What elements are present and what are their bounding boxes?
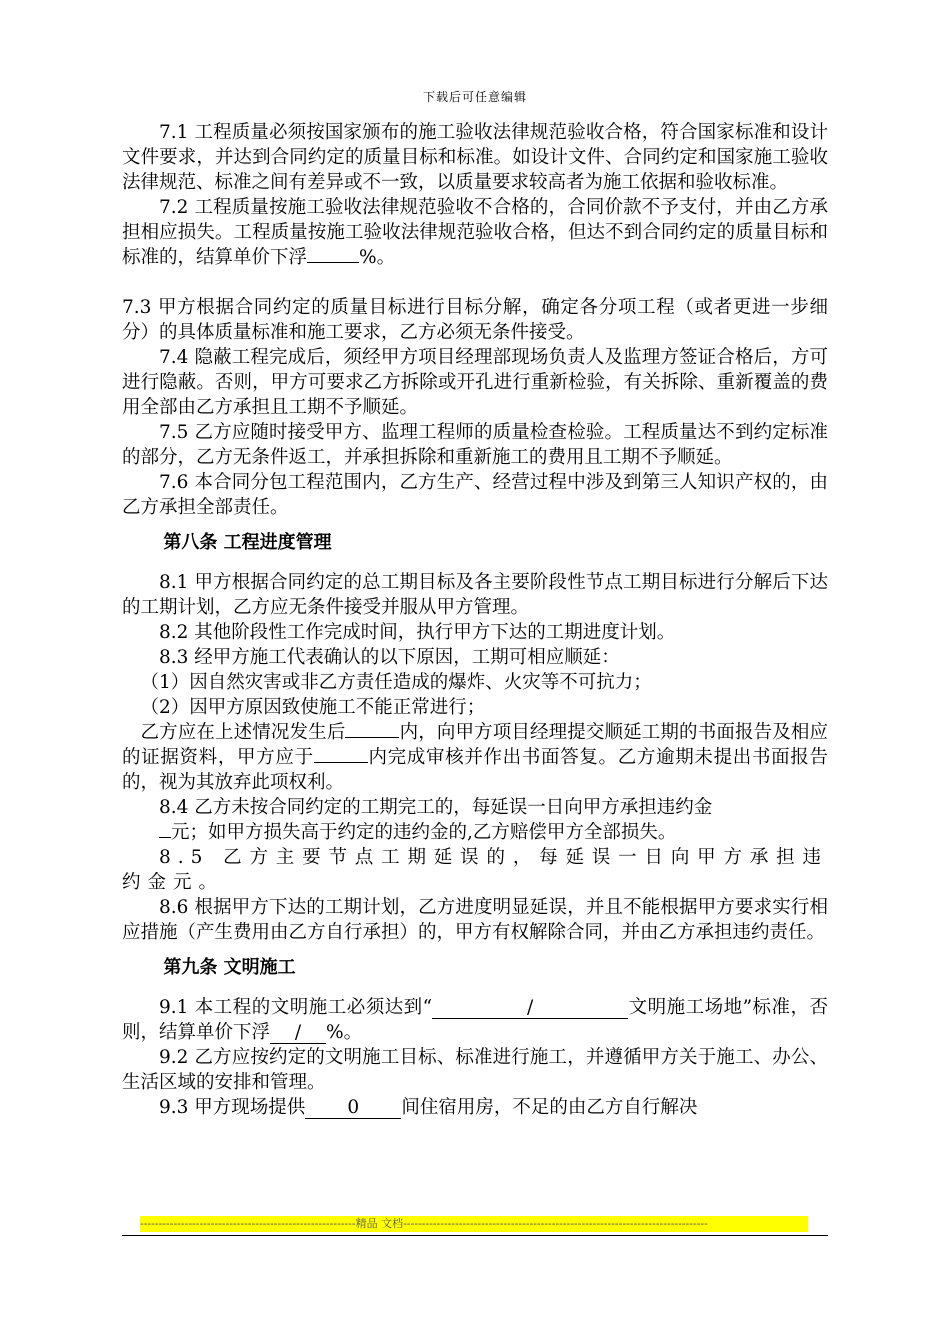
report-text-1: 乙方应在上述情况发生后: [140, 722, 346, 743]
clause-7-3: 7.3 甲方根据合同约定的质量目标进行目标分解，确定各分项工程（或者更进一步细分）的具体质量标准和施工要求，乙方必须无条件接受。: [122, 297, 828, 343]
clause-8-3-report: [122, 720, 828, 795]
housing-count-blank: 0: [305, 1098, 401, 1119]
clause-9-1-text-3: %。: [326, 1022, 363, 1043]
footer-band: [140, 1216, 808, 1232]
clause-8-2: 8.2 其他阶段性工作完成时间，执行甲方下达的工期进度计划。: [159, 622, 676, 643]
clause-7-4: 7.4 隐蔽工程完成后，须经甲方项目经理部现场负责人及监理方签证合格后，方可进行隐蔽。否则，甲方可要求乙方拆除或开孔进行重新检验，有关拆除、重新覆盖的费用全部由乙方承担且工期不予顺延。: [122, 347, 828, 418]
report-days-blank: [345, 737, 399, 738]
clause-7-2: [122, 195, 828, 270]
clause-9-2: 9.2 乙方应按约定的文明施工目标、标准进行施工，并遵循甲方关于施工、办公、生活区域的安排和管理。: [122, 1047, 828, 1093]
clause-8-4-text: 8.4 乙方未按合同约定的工期完工的，每延误一日向甲方承担违约金: [159, 797, 713, 818]
clause-8-3-item-1: （1）因自然灾害或非乙方责任造成的爆炸、火灾等不可抗力；: [140, 672, 652, 693]
review-days-blank: [314, 762, 368, 763]
clause-8-4-tail: 元；如甲方损失高于约定的违约金的,乙方赔偿甲方全部损失。: [171, 822, 677, 843]
clause-7-2-text: 7.2 工程质量按施工验收法律规范验收不合格的，合同价款不予支付，并由乙方承担相应损失。工程质量按施工验收法律规范验收合格，但达不到合同约定的质量目标和标准的，结算单价下浮: [122, 197, 828, 268]
article-9-heading: 第九条 文明施工: [163, 957, 296, 978]
spacer: [122, 270, 828, 295]
civilized-site-blank: /: [432, 998, 628, 1019]
report-text-2: 内，向甲方项目经理提交顺延工期的书面报告及相应的证据资料，甲方应于: [122, 722, 828, 768]
penalty-blank: [159, 837, 171, 838]
clause-7-6: 7.6 本合同分包工程范围内，乙方生产、经营过程中涉及到第三人知识产权的，由乙方承担全部责任。: [122, 472, 828, 518]
clause-9-1-text-1: 9.1 本工程的文明施工必须达到“: [159, 997, 433, 1018]
civilized-float-blank: /: [270, 1023, 326, 1044]
footer-dashes-left: ----------------------------------------------------------: [140, 1217, 356, 1230]
clause-8-4: [122, 795, 828, 845]
footer-dashes-right: ----------------------------------------------------------------------------------: [403, 1217, 708, 1230]
clause-7-2-tail: %。: [359, 247, 396, 268]
clause-8-6: 8.6 根据甲方下达的工期计划，乙方进度明显延误，并且不能根据甲方要求实行相应措施（产生费用由乙方自行承担）的，甲方有权解除合同，并由乙方承担违约责任。: [122, 897, 828, 943]
clause-9-3-text-1: 9.3 甲方现场提供: [159, 1097, 306, 1118]
clause-9-3-text-2: 间住宿用房，不足的由乙方自行解决: [401, 1097, 698, 1118]
clause-9-1: [122, 995, 828, 1045]
footer-rule: [122, 1235, 828, 1236]
page-header: 下载后可任意编辑: [422, 90, 527, 104]
clause-7-5: 7.5 乙方应随时接受甲方、监理工程师的质量检查检验。工程质量达不到约定标准的部分，乙方无条件返工，并承担拆除和重新施工的费用且工期不予顺延。: [122, 422, 828, 468]
clause-8-1: 8.1 甲方根据合同约定的总工期目标及各主要阶段性节点工期目标进行分解后下达的工期计划，乙方应无条件接受并服从甲方管理。: [122, 572, 828, 618]
report-text-3: 内完成审核并作出书面答复。乙方逾期未提出书面报告的，视为其放弃此项权利。: [122, 747, 828, 793]
article-8-heading: 第八条 工程进度管理: [163, 532, 332, 553]
clause-9-3: [122, 1095, 828, 1120]
clause-7-1: 7.1 工程质量必须按国家颁布的施工验收法律规范验收合格，符合国家标准和设计文件要求，并达到合同约定的质量目标和标准。如设计文件、合同约定和国家施工验收法律规范、标准之间有差异或不一致，以质量要求较高者为施工依据和验收标准。: [122, 122, 828, 193]
clause-8-3: 8.3 经甲方施工代表确认的以下原因，工期可相应顺延：: [159, 647, 620, 668]
document-body: [122, 120, 828, 1120]
footer-label: 精品 文档: [355, 1217, 404, 1230]
price-float-blank: [307, 262, 359, 263]
clause-8-3-item-2: （2）因甲方原因致使施工不能正常进行；: [140, 697, 486, 718]
clause-8-5: 8.5 乙方主要节点工期延误的，每延误一日向甲方承担违约金元。: [122, 847, 828, 893]
clause-9-1-text-2: 文明施工场地”标准，否则，结算单价下浮: [122, 997, 828, 1043]
